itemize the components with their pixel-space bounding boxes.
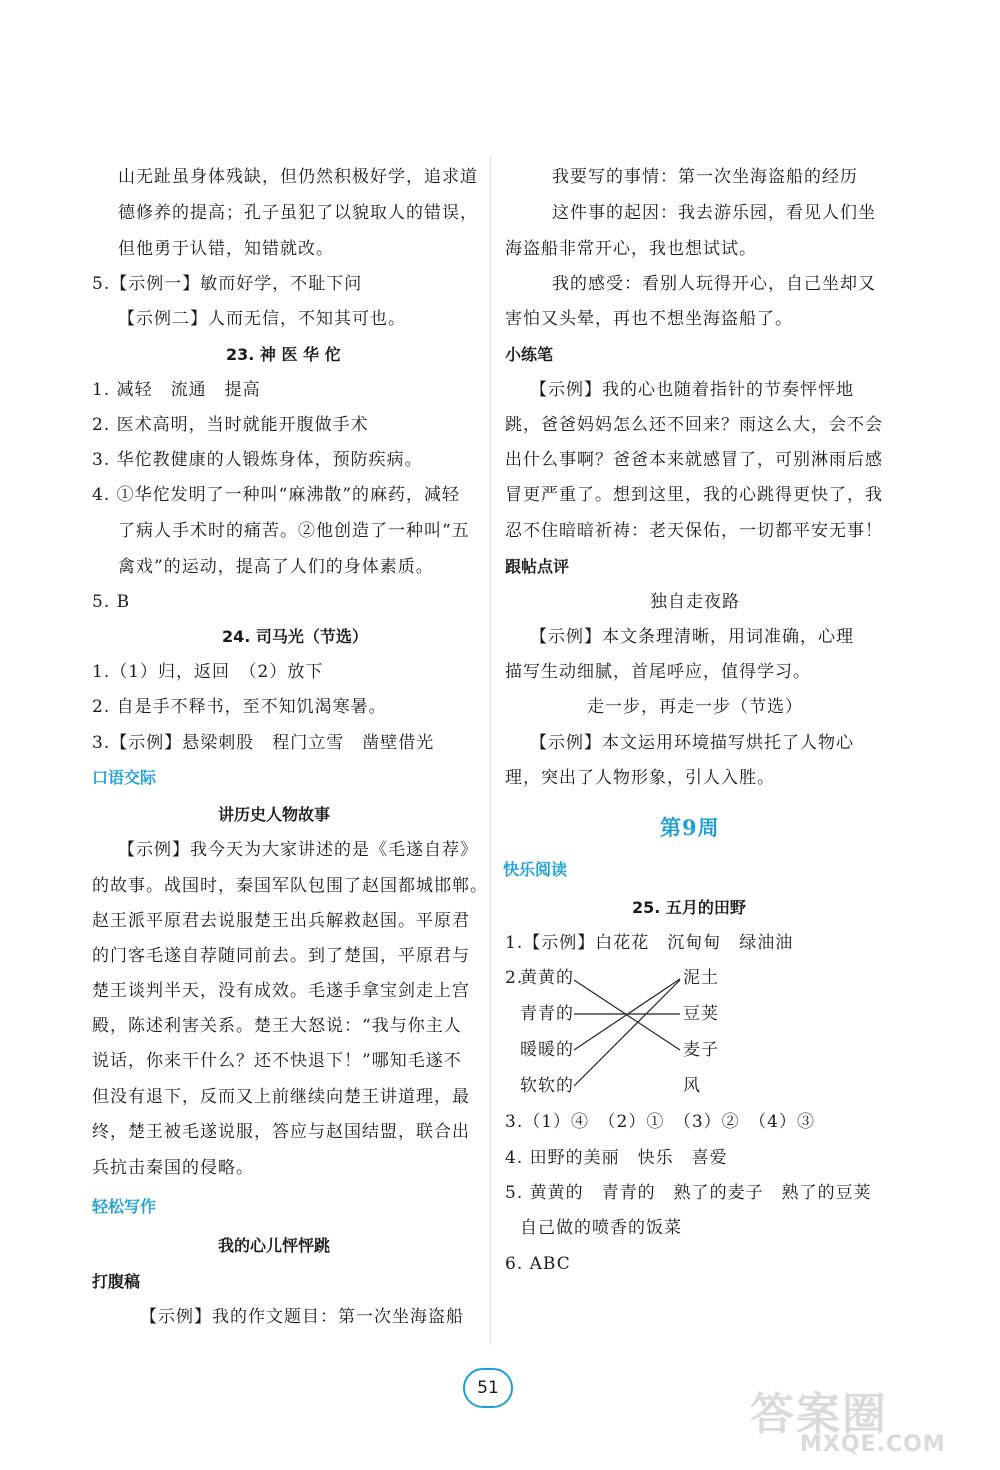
text-line: 出什么事啊？爸爸本来就感冒了，可别淋雨后感	[505, 450, 883, 470]
text-line: 冒更严重了。想到这里，我的心跳得更快了，我	[505, 485, 883, 505]
section-happy-reading: 快乐阅读	[503, 860, 568, 879]
writing-title: 我的心儿怦怦跳	[218, 1236, 331, 1255]
comment-title-1: 独自走夜路	[650, 592, 740, 612]
section-oral-communication: 口语交际	[92, 768, 157, 787]
text-line: 【示例】本文条理清晰，用词准确，心理	[530, 627, 854, 647]
match-right-item: 风	[683, 1076, 701, 1096]
text-line: 【示例】我今天为大家讲述的是《毛遂自荐》	[118, 840, 478, 860]
answer-2: 2. 医术高明，当时就能开腹做手术	[92, 415, 369, 435]
oral-title: 讲历史人物故事	[218, 805, 331, 824]
lesson-title-23: 23. 神 医 华 佗	[226, 345, 341, 364]
watermark-url: MXQE.COM	[800, 1432, 946, 1457]
answer-1: 1.（1）归，返回 （2）放下	[92, 662, 324, 682]
text-line: 自己做的喷香的饭菜	[520, 1218, 682, 1238]
answer-3: 3.【示例】悬梁刺股 程门立雪 凿壁借光	[92, 733, 435, 753]
text-line: 殿，陈述利害关系。楚王大怒说：“我与你主人	[92, 1016, 462, 1036]
draft-label: 打腹稿	[92, 1272, 141, 1291]
answer-5: 5. 黄黄的 青青的 熟了的麦子 熟了的豆荚	[505, 1183, 872, 1203]
answer-6: 6. ABC	[505, 1254, 571, 1274]
match-left-item: 软软的	[520, 1076, 574, 1096]
lesson-title-24: 24. 司马光（节选）	[222, 627, 368, 646]
text-line: 害怕又头晕，再也不想坐海盗船了。	[505, 309, 793, 329]
section-easy-writing: 轻松写作	[92, 1197, 157, 1216]
text-line: 描写生动细腻，首尾呼应，值得学习。	[505, 662, 811, 682]
answer-2-number: 2.	[505, 968, 524, 988]
text-line: 跳，爸爸妈妈怎么还不回来？雨这么大，会不会	[505, 415, 883, 435]
watermark-logo: 答案圈	[750, 1389, 888, 1440]
answer-5: 5. B	[92, 592, 131, 612]
text-line: 但他勇于认错，知错就改。	[118, 239, 334, 259]
text-line: 我要写的事情：第一次坐海盗船的经历	[552, 167, 858, 187]
text-line: 德修养的提高；孔子虽犯了以貌取人的错误，	[118, 203, 478, 223]
match-left-item: 暖暖的	[520, 1040, 574, 1060]
text-line: 赵王派平原君去说服楚王出兵解救赵国。平原君	[92, 911, 470, 931]
text-line: 说话，你来干什么？还不快退下！”哪知毛遂不	[92, 1051, 462, 1071]
match-right-item: 泥土	[683, 968, 719, 988]
match-right-item: 豆荚	[683, 1004, 719, 1024]
comment-title-2: 走一步，再走一步（节选）	[587, 697, 803, 717]
answer-4: 4. 田野的美丽 快乐 喜爱	[505, 1148, 728, 1168]
text-line: 终，楚王被毛遂说服，答应与赵国结盟，联合出	[92, 1122, 470, 1142]
text-line: 海盗船非常开心，我也想试试。	[505, 239, 757, 259]
text-line: 但没有退下，反而又上前继续向楚王讲道理，最	[92, 1087, 470, 1107]
answer-1: 1.【示例】白花花 沉甸甸 绿油油	[505, 933, 794, 953]
text-line: 的门客毛遂自荐随同前去。到了楚国，平原君与	[92, 946, 470, 966]
text-line: 兵抗击秦国的侵略。	[92, 1158, 254, 1178]
answer-2: 2. 自是手不释书，至不知饥渴寒暑。	[92, 697, 387, 717]
week-heading: 第9周	[660, 815, 720, 840]
text-line: 我的感受：看别人玩得开心，自己坐却又	[552, 274, 876, 294]
lesson-title-25: 25. 五月的田野	[632, 898, 746, 917]
text-line: 楚王谈判半天，没有成效。毛遂手拿宝剑走上宫	[92, 981, 470, 1001]
text-line: 【示例二】人而无信，不知其可也。	[118, 309, 406, 329]
answer-1: 1. 减轻 流通 提高	[92, 380, 261, 400]
text-line: 山无趾虽身体残缺，但仍然积极好学，追求道	[118, 167, 478, 187]
match-left-item: 黄黄的	[520, 968, 574, 988]
answer-4: 4. ①华佗发明了一种叫“麻沸散”的麻药，减轻	[92, 485, 461, 505]
text-line: 了病人手术时的痛苦。②他创造了一种叫“五	[118, 521, 470, 541]
page-number: 51	[463, 1368, 513, 1408]
comment-label: 跟帖点评	[505, 557, 570, 576]
text-line: 禽戏”的运动，提高了人们的身体素质。	[118, 557, 434, 577]
match-left-item: 青青的	[520, 1004, 574, 1024]
answer-3: 3. 华佗教健康的人锻炼身体，预防疾病。	[92, 450, 423, 470]
answer-5: 5.【示例一】敏而好学，不耻下问	[92, 274, 363, 294]
match-right-item: 麦子	[683, 1040, 719, 1060]
text-line: 这件事的起因：我去游乐园，看见人们坐	[552, 203, 876, 223]
text-line: 【示例】我的心也随着指针的节奏怦怦地	[530, 380, 854, 400]
match-line	[574, 980, 680, 1086]
text-line: 【示例】本文运用环境描写烘托了人物心	[530, 733, 854, 753]
text-line: 理，突出了人物形象，引人入胜。	[505, 768, 775, 788]
text-line: 忍不住暗暗祈祷：老天保佑，一切都平安无事！	[505, 521, 883, 541]
text-line: 的故事。战国时，秦国军队包围了赵国都城邯郸。	[92, 876, 488, 896]
text-line: 【示例】我的作文题目：第一次坐海盗船	[140, 1307, 464, 1327]
practice-label: 小练笔	[505, 345, 554, 364]
answer-3: 3.（1）④ （2）① （3）② （4）③	[505, 1112, 815, 1132]
